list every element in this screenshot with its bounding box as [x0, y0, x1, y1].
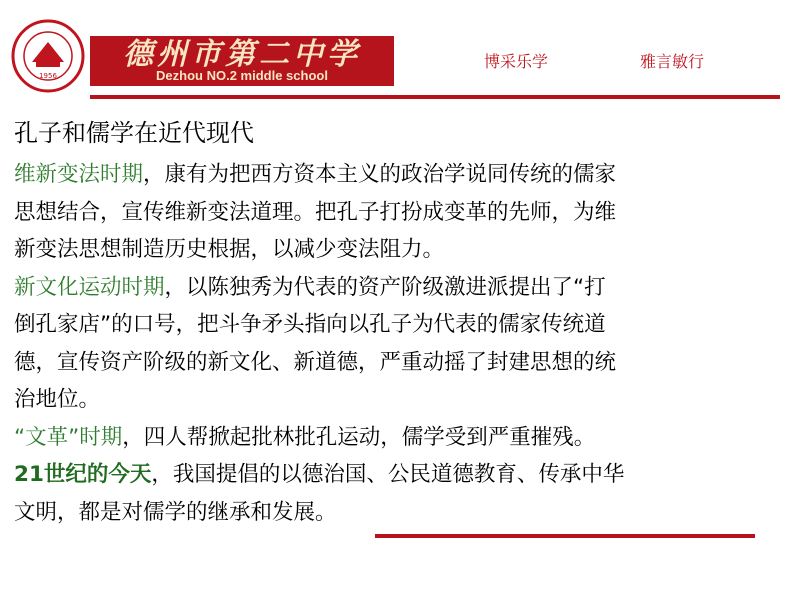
body-text: ，以陈独秀为代表的资产阶级激进派提出了“打: [164, 274, 606, 300]
school-name-banner: [90, 36, 394, 86]
motto-1: 博采乐学: [484, 52, 549, 71]
body-line: [14, 269, 786, 307]
body-text: 文明，都是对儒学的继承和发展。: [14, 499, 337, 525]
body-line: [14, 344, 786, 382]
period-highlight: 维新变法时期: [14, 162, 144, 187]
school-logo: [10, 18, 86, 94]
body-text: 新变法思想制造历史根据，以减少变法阻力。: [14, 237, 445, 262]
body-line: [14, 231, 786, 269]
body-text: ，康有为把西方资本主义的政治学说同传统的儒家: [143, 162, 617, 187]
body-line: [14, 419, 786, 457]
body-line: [14, 156, 786, 194]
footer-divider: [375, 534, 755, 538]
school-name-en: Dezhou NO.2 middle school: [156, 68, 328, 83]
period-highlight: “文革”时期: [14, 424, 123, 450]
body-text: 治地位。: [14, 387, 101, 412]
period-highlight: 21世纪的今天: [14, 462, 152, 487]
motto-2: 雅言敏行: [640, 52, 705, 71]
body-text: ，我国提倡的以德治国、公民道德教育、传承中华: [151, 462, 625, 487]
body-line: [14, 456, 786, 494]
header-divider: [90, 95, 780, 99]
body-text: 思想结合，宣传维新变法道理。把孔子打扮成变革的先师，为维: [14, 199, 617, 225]
body-text: 倒孔家店”的口号，把斗争矛头指向以孔子为代表的儒家传统道: [14, 312, 606, 337]
body-text: ，四人帮掀起批林批孔运动，儒学受到严重摧残。: [122, 424, 596, 450]
body-line: [14, 494, 786, 532]
body-line: [14, 306, 786, 344]
slide-header: [0, 0, 800, 100]
body-text: 德，宣传资产阶级的新文化、新道德，严重动摇了封建思想的统: [14, 349, 617, 375]
slide-title: 孔子和儒学在近代现代: [14, 119, 254, 147]
slide-body: [14, 156, 786, 531]
body-line: [14, 381, 786, 419]
period-highlight: 新文化运动时期: [14, 274, 165, 300]
school-name: 德州市第二中学: [123, 37, 361, 72]
body-line: [14, 194, 786, 232]
svg-text:1956: 1956: [39, 72, 57, 80]
